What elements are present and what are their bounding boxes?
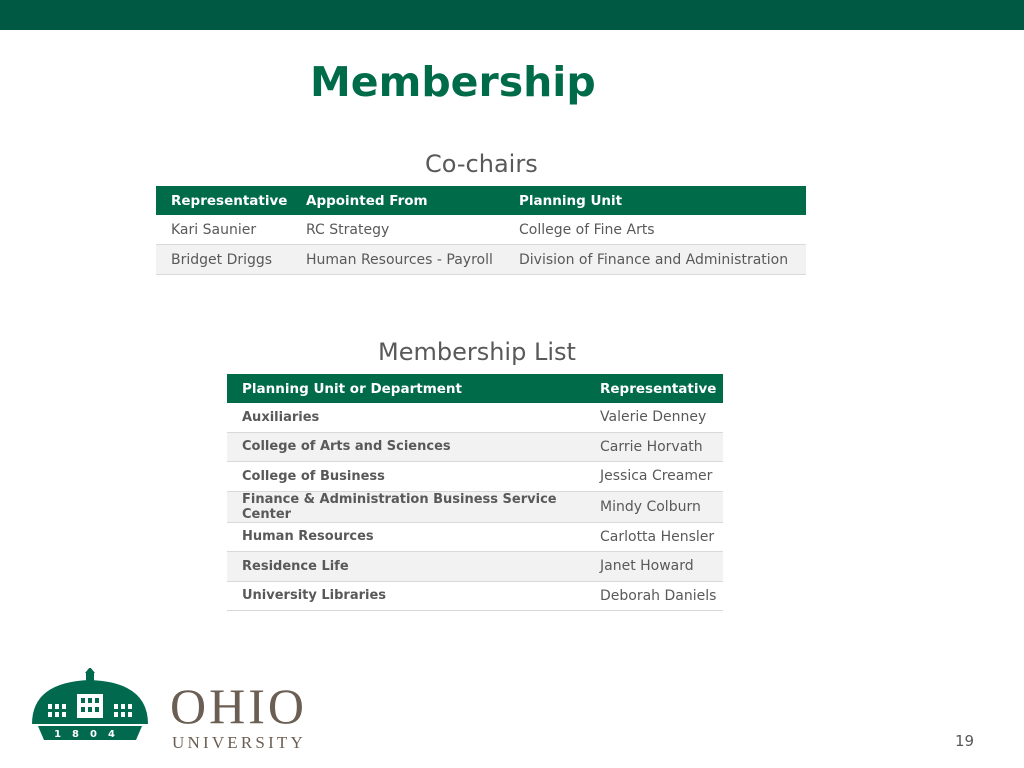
membership-list-heading: Membership List xyxy=(378,338,576,366)
table-row xyxy=(227,403,723,432)
cell-representative: Kari Saunier xyxy=(156,215,291,245)
cell-representative: Valerie Denney xyxy=(585,403,723,432)
cell-department: Auxiliaries xyxy=(227,403,585,432)
table-row xyxy=(227,462,723,492)
column-header-representative: Representative xyxy=(585,374,723,403)
column-header-planning-unit: Planning Unit xyxy=(504,186,806,215)
cell-representative: Carlotta Hensler xyxy=(585,522,723,552)
cell-representative: Carrie Horvath xyxy=(585,432,723,462)
ohio-university-logo xyxy=(30,668,330,752)
cell-representative: Mindy Colburn xyxy=(585,491,723,522)
table-row xyxy=(227,432,723,462)
top-bar xyxy=(0,0,1024,30)
cell-representative: Janet Howard xyxy=(585,552,723,582)
logo-wordmark: OHIO xyxy=(170,678,307,734)
cell-planning-unit: College of Fine Arts xyxy=(504,215,806,245)
cell-representative: Jessica Creamer xyxy=(585,462,723,492)
cell-department: Human Resources xyxy=(227,522,585,552)
column-header-appointed-from: Appointed From xyxy=(291,186,504,215)
cell-representative: Deborah Daniels xyxy=(585,581,723,611)
slide-title: Membership xyxy=(310,58,596,106)
svg-text:1804: 1804 xyxy=(54,729,126,740)
membership-table xyxy=(227,374,723,611)
table-row xyxy=(156,215,806,245)
column-header-planning-unit-or-department: Planning Unit or Department xyxy=(227,374,585,403)
cochairs-heading: Co-chairs xyxy=(425,150,538,178)
table-row xyxy=(156,245,806,275)
cell-representative: Bridget Driggs xyxy=(156,245,291,275)
table-header-row xyxy=(156,186,806,215)
logo-subwordmark: UNIVERSITY xyxy=(172,733,306,752)
university-seal-icon xyxy=(32,668,148,740)
column-header-representative: Representative xyxy=(156,186,291,215)
cell-department: College of Business xyxy=(227,462,585,492)
table-row xyxy=(227,581,723,611)
cell-department: Finance & Administration Business Service Center xyxy=(227,491,585,522)
cell-department: Residence Life xyxy=(227,552,585,582)
cell-department: College of Arts and Sciences xyxy=(227,432,585,462)
cochairs-table xyxy=(156,186,806,275)
cell-appointed-from: RC Strategy xyxy=(291,215,504,245)
cell-planning-unit: Division of Finance and Administration xyxy=(504,245,806,275)
table-header-row xyxy=(227,374,723,403)
page-number: 19 xyxy=(955,732,975,750)
cell-department: University Libraries xyxy=(227,581,585,611)
table-row xyxy=(227,552,723,582)
table-row xyxy=(227,522,723,552)
cell-appointed-from: Human Resources - Payroll xyxy=(291,245,504,275)
table-row xyxy=(227,491,723,522)
